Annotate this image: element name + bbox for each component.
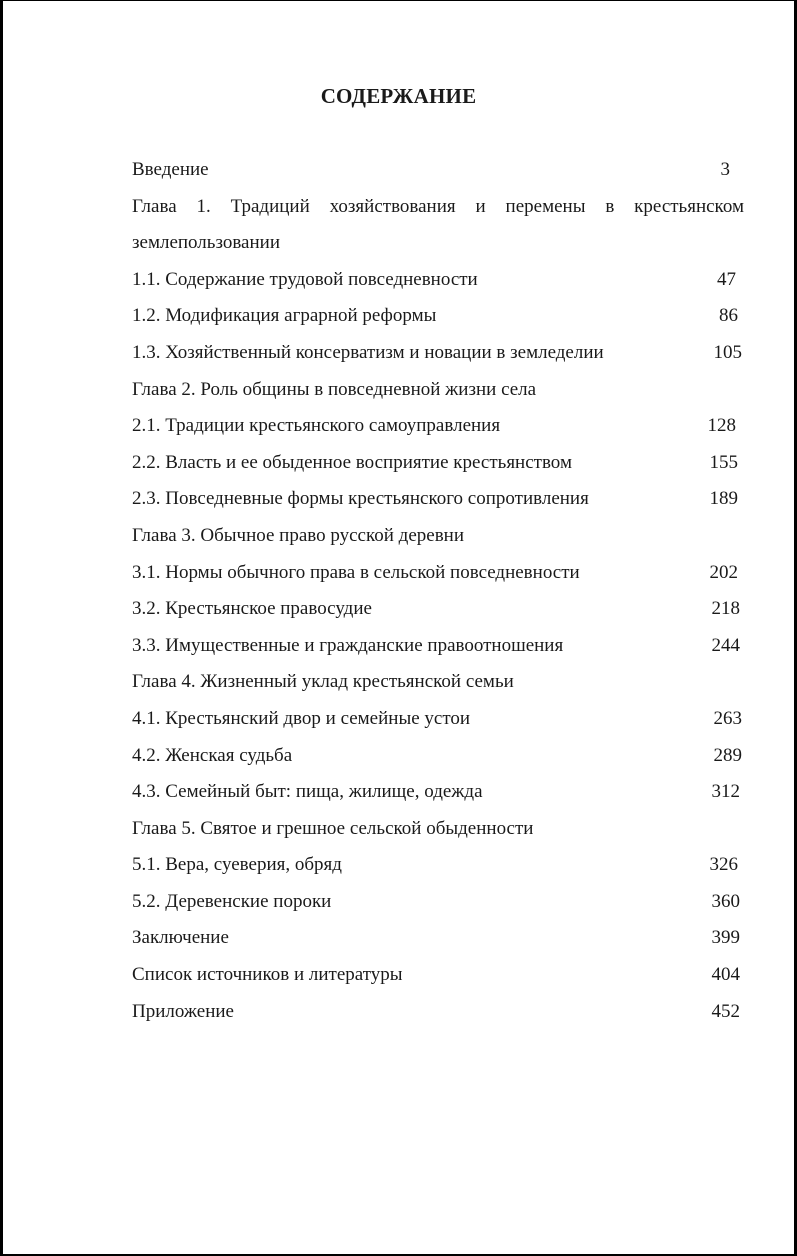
toc-entry-1-2 [132,298,744,335]
toc-entry-page: 128 [707,415,736,437]
toc-entry-2-1 [132,408,744,445]
toc-entry-4-2 [132,738,744,775]
toc-entry-chapter-5 [132,811,744,848]
toc-entry-chapter-3 [132,518,744,555]
toc-entry-5-2 [132,884,744,921]
toc-entry-label: Глава 4. Жизненный уклад крестьянской семьи [132,671,514,693]
page-title: СОДЕРЖАНИЕ [320,84,477,108]
toc-entry-5-1 [132,847,744,884]
toc-entry-4-1 [132,701,744,738]
toc-entry-3-1 [132,555,744,592]
toc-entry-label: 1.1. Содержание трудовой повседневности [132,268,478,290]
toc-entry-appendix [132,994,744,1031]
toc-entry-label: Список источников и литературы [132,964,403,986]
toc-entry-page: 263 [713,707,742,729]
toc-entry-label: 3.2. Крестьянское правосудие [132,598,372,620]
toc-entry-introduction [132,152,744,189]
toc-entry-page: 244 [711,634,740,656]
toc-entry-chapter-4 [132,664,744,701]
toc-entry-page: 47 [717,268,736,290]
toc-entry-page: 312 [711,781,740,803]
toc-entry-page: 452 [711,1000,740,1022]
toc-entry-label: 5.1. Вера, суеверия, обряд [132,854,342,876]
toc-entry-page: 404 [711,964,740,986]
toc-entry-page: 155 [709,451,738,473]
toc-entry-label: Глава 2. Роль общины в повседневной жизни села [132,378,537,400]
toc-entry-1-3 [132,335,744,372]
toc-entry-page: 289 [713,744,742,766]
toc-entry-label: 1.3. Хозяйственный консерватизм и новации в земледелии [132,341,604,363]
toc-entry-label: Введение [132,159,209,180]
toc-entry-chapter-1 [132,189,744,262]
toc-entry-label: Глава 1. Традиций хозяйствования и перемены в крестьянском землепользовании [132,195,744,254]
toc-entry-label: 4.3. Семейный быт: пища, жилище, одежда [132,781,483,803]
toc-entry-label: 4.1. Крестьянский двор и семейные устои [132,707,471,729]
toc-entry-label: 3.1. Нормы обычного права в сельской повседневности [132,561,580,583]
toc-entry-page: 326 [709,854,738,876]
toc-entry-page: 105 [713,341,742,363]
toc-entry-label: 2.1. Традиции крестьянского самоуправления [132,415,501,437]
toc-entry-4-3 [132,774,744,811]
toc-entry-label: Заключение [132,927,229,949]
toc-entry-label: Глава 3. Обычное право русской деревни [132,524,464,546]
toc-entry-label: Приложение [132,1000,234,1022]
toc-entry-label: 4.2. Женская судьба [132,744,293,766]
toc-entry-conclusion [132,920,744,957]
toc-entry-3-2 [132,591,744,628]
toc-entry-page: 189 [709,488,738,510]
toc-entry-page: 399 [711,927,740,949]
toc-entry-3-3 [132,628,744,665]
scan-border-left [0,0,3,1256]
table-of-contents [132,152,744,1030]
toc-entry-label: 2.2. Власть и ее обыденное восприятие крестьянством [132,451,572,473]
toc-entry-chapter-2 [132,372,744,409]
toc-entry-label: 1.2. Модификация аграрной реформы [132,305,437,327]
toc-entry-page: 86 [719,305,738,327]
toc-entry-references [132,957,744,994]
toc-entry-label: 5.2. Деревенские пороки [132,890,332,912]
toc-entry-label: 3.3. Имущественные и гражданские правоотношения [132,634,564,656]
toc-entry-label: Глава 5. Святое и грешное сельской обыденности [132,817,534,839]
toc-entry-label: 2.3. Повседневные формы крестьянского сопротивления [132,488,589,510]
scan-border-top [0,0,797,1]
toc-entry-page: 3 [720,159,730,180]
toc-entry-1-1 [132,262,744,299]
toc-entry-page: 202 [709,561,738,583]
toc-entry-2-3 [132,481,744,518]
toc-entry-2-2 [132,445,744,482]
toc-entry-page: 218 [711,598,740,620]
toc-entry-page: 360 [711,890,740,912]
